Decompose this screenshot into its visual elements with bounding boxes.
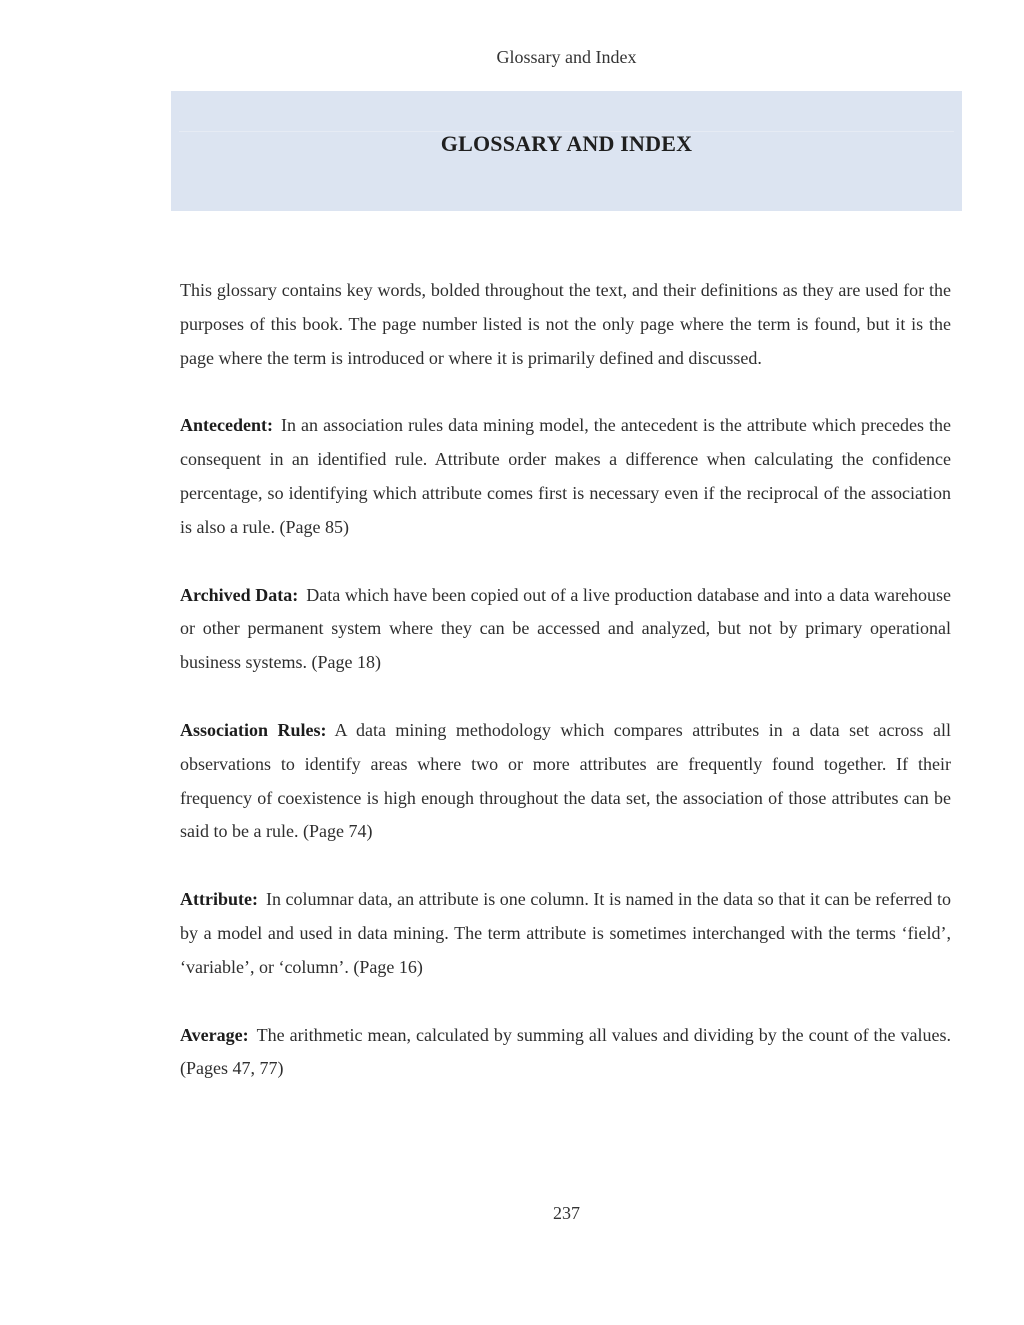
running-header: Glossary and Index [496,47,637,67]
page-title: GLOSSARY AND INDEX [440,131,693,156]
glossary-definition: The arithmetic mean, calculated by summing all values and dividing by the count of the values. (Pages 47, 77) [180,1024,951,1079]
page-number: 237 [553,1203,580,1223]
glossary-entry-attribute [180,883,951,984]
glossary-term: Archived Data: [180,584,299,605]
glossary-entry-association-rules [180,714,951,849]
glossary-entry-antecedent [180,409,951,544]
glossary-entry-average [180,1019,951,1087]
glossary-term: Association Rules: [180,719,327,740]
glossary-definition: In an association rules data mining model, the antecedent is the attribute which precedes the consequent in an identified rule. Attribute order makes a difference when calculating the confidence percentage, so identifying which attribute comes first is necessary even if the reciprocal of the association is also a rule. (Page 85) [180,415,951,537]
glossary-definition: Data which have been copied out of a live production database and into a data warehouse or other permanent system where they can be accessed and analyzed, but not by primary operational business systems. (Page 18) [180,584,951,673]
glossary-definition: In columnar data, an attribute is one column. It is named in the data so that it can be referred to by a model and used in data mining. The term attribute is sometimes interchanged with the terms ‘field’, ‘variable’, or ‘column’. (Page 16) [180,889,951,977]
glossary-content [180,274,951,1120]
glossary-term: Antecedent: [180,415,273,436]
glossary-entry-archived-data [180,579,951,680]
glossary-term: Average: [180,1024,249,1045]
intro-paragraph: This glossary contains key words, bolded throughout the text, and their definitions as they are used for the purposes of this book. The page number listed is not the only page where the term is found, but it is the page where the term is introduced or where it is primarily defined and discussed. [180,280,951,368]
glossary-term: Attribute: [180,889,258,910]
title-banner [171,91,962,211]
glossary-definition: A data mining methodology which compares attributes in a data set across all observations to identify areas where two or more attributes are frequently found together. If their frequency of coexistence is high enough throughout the data set, the association of those attributes can be said to be a rule. (Page 74) [180,719,951,842]
